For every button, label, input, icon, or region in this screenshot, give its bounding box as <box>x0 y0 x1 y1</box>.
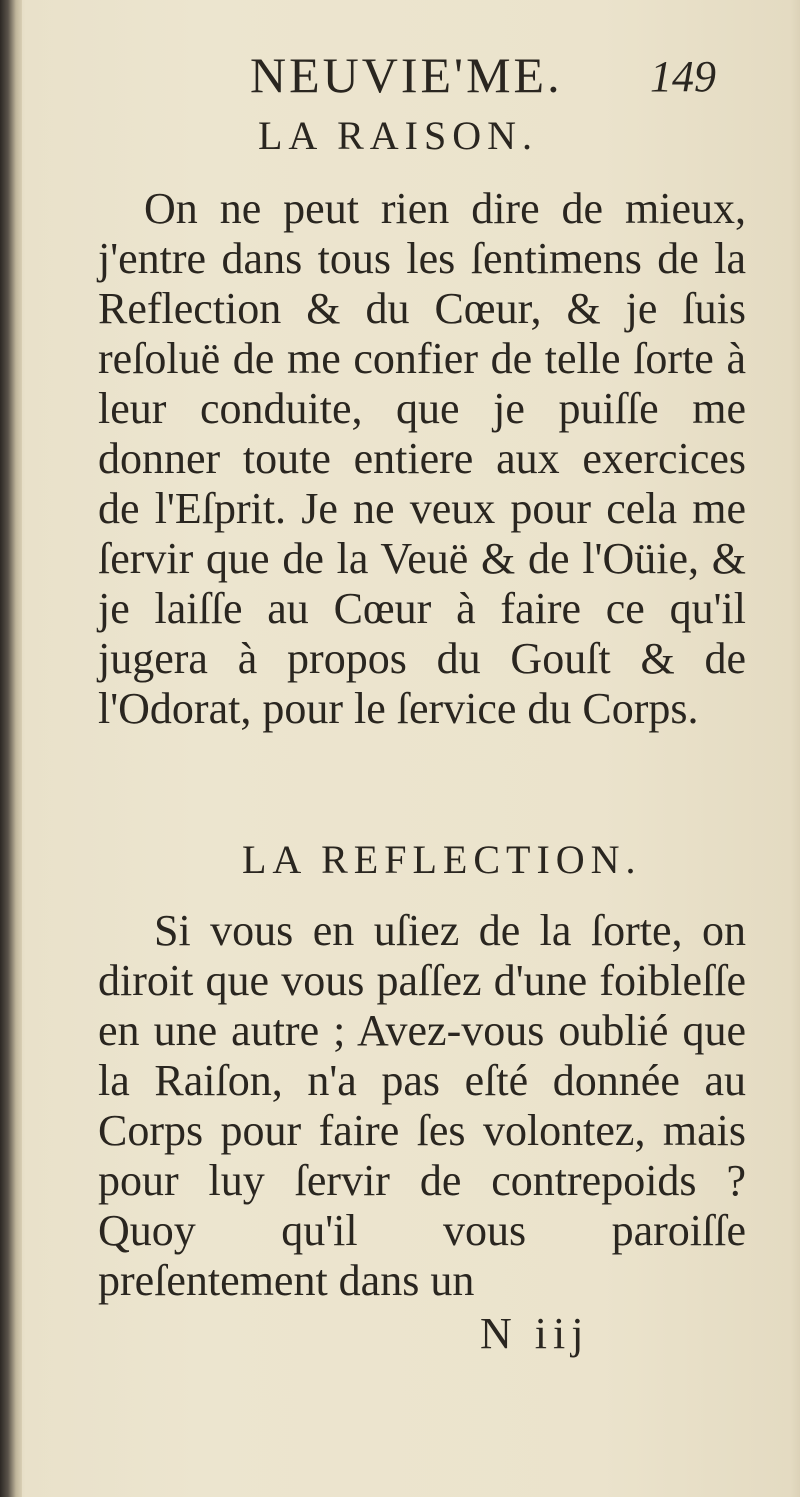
signature-mark: N iij <box>480 1309 590 1358</box>
dialogue-paragraph: On ne peut rien dire de mieux, j'entre dans tous les ſentimens de la Reflection & du Cœur, & je ſuis reſoluë de me confier de telle ſorte à leur conduite, que je puiſſe me donner toute entiere aux exercices de l'Eſprit. Je ne veux pour cela me ſervir que de la Veuë & de l'Oüie, & je laiſſe au Cœur à faire ce qu'il jugera à propos du Gouſt & de l'Odorat, pour le ſervice du Corps. <box>98 184 746 733</box>
speaker-heading: LA REFLECTION. <box>242 837 642 882</box>
running-title: NEUVIE'ME. <box>250 47 563 103</box>
page-binding-edge <box>0 0 22 1497</box>
page-number: 149 <box>650 52 716 101</box>
running-head <box>0 40 800 110</box>
dialogue-paragraph: Si vous en uſiez de la ſorte, on diroit que vous paſſez d'une foibleſſe en une autre ; Avez-vous oublié que la Raiſon, n'a pas eſté donnée au Corps pour faire ſes volontez, mais pour luy ſervir de contrepoids ? Quoy qu'il vous paroiſſe preſentement dans un <box>98 906 746 1305</box>
speaker-heading: LA RAISON. <box>258 113 539 158</box>
